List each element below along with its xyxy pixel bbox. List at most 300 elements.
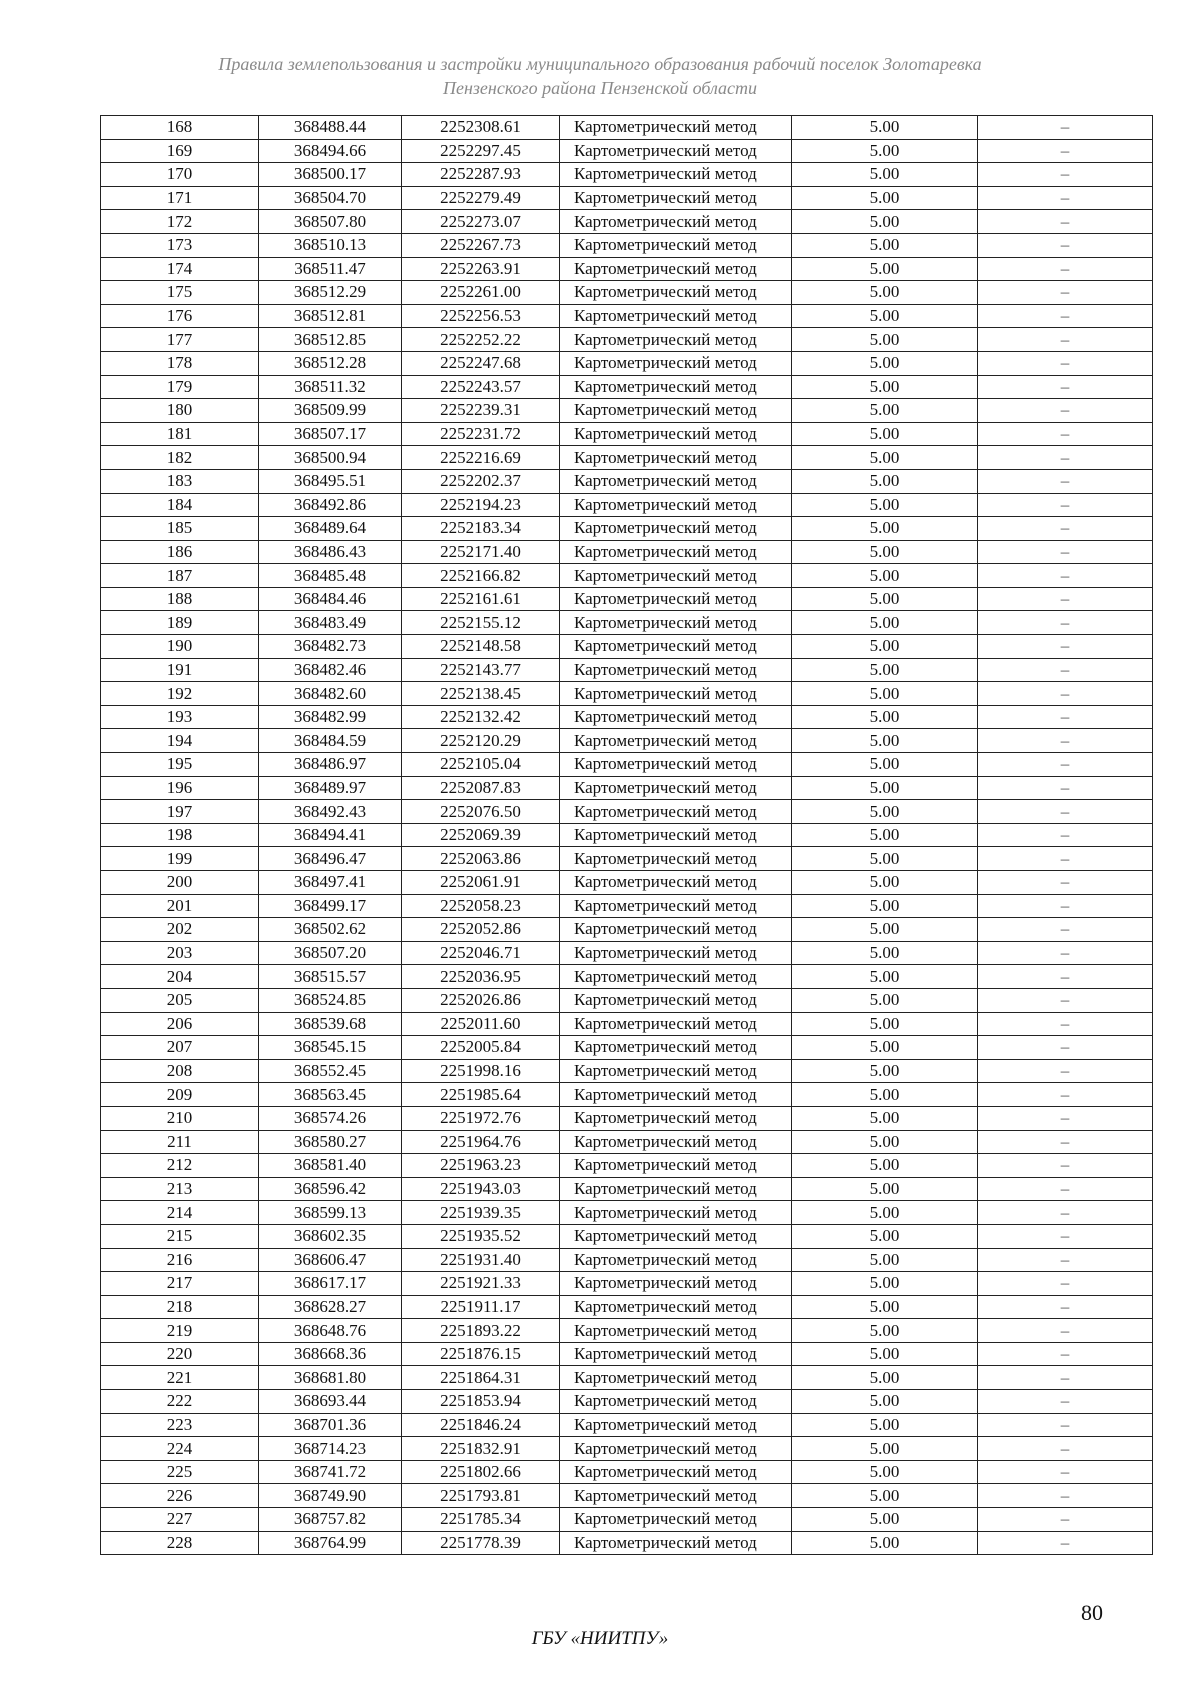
note-cell: – <box>978 965 1153 989</box>
point-number-cell: 202 <box>101 918 259 942</box>
accuracy-cell: 5.00 <box>792 894 978 918</box>
x-coordinate-cell: 368581.40 <box>259 1154 402 1178</box>
method-cell: Картометрический метод <box>560 1036 792 1060</box>
y-coordinate-cell: 2251893.22 <box>402 1319 560 1343</box>
note-cell: – <box>978 1366 1153 1390</box>
note-cell: – <box>978 1319 1153 1343</box>
method-cell: Картометрический метод <box>560 257 792 281</box>
point-number-cell: 198 <box>101 823 259 847</box>
accuracy-cell: 5.00 <box>792 800 978 824</box>
x-coordinate-cell: 368502.62 <box>259 918 402 942</box>
method-cell: Картометрический метод <box>560 965 792 989</box>
x-coordinate-cell: 368510.13 <box>259 233 402 257</box>
table-row <box>101 941 1153 965</box>
method-cell: Картометрический метод <box>560 1154 792 1178</box>
method-cell: Картометрический метод <box>560 1272 792 1296</box>
y-coordinate-cell: 2252148.58 <box>402 635 560 659</box>
x-coordinate-cell: 368628.27 <box>259 1295 402 1319</box>
y-coordinate-cell: 2251785.34 <box>402 1508 560 1532</box>
x-coordinate-cell: 368482.60 <box>259 682 402 706</box>
point-number-cell: 184 <box>101 493 259 517</box>
table-row <box>101 1248 1153 1272</box>
point-number-cell: 228 <box>101 1531 259 1555</box>
table-row <box>101 1106 1153 1130</box>
method-cell: Картометрический метод <box>560 1083 792 1107</box>
x-coordinate-cell: 368693.44 <box>259 1390 402 1414</box>
accuracy-cell: 5.00 <box>792 1295 978 1319</box>
table-row <box>101 1036 1153 1060</box>
y-coordinate-cell: 2252308.61 <box>402 116 560 140</box>
point-number-cell: 192 <box>101 682 259 706</box>
x-coordinate-cell: 368512.29 <box>259 281 402 305</box>
x-coordinate-cell: 368552.45 <box>259 1059 402 1083</box>
y-coordinate-cell: 2251876.15 <box>402 1342 560 1366</box>
x-coordinate-cell: 368648.76 <box>259 1319 402 1343</box>
note-cell: – <box>978 988 1153 1012</box>
point-number-cell: 209 <box>101 1083 259 1107</box>
y-coordinate-cell: 2251985.64 <box>402 1083 560 1107</box>
x-coordinate-cell: 368482.73 <box>259 635 402 659</box>
table-row <box>101 281 1153 305</box>
y-coordinate-cell: 2252155.12 <box>402 611 560 635</box>
y-coordinate-cell: 2252026.86 <box>402 988 560 1012</box>
accuracy-cell: 5.00 <box>792 988 978 1012</box>
table-row <box>101 1484 1153 1508</box>
y-coordinate-cell: 2252120.29 <box>402 729 560 753</box>
table-row <box>101 1224 1153 1248</box>
note-cell: – <box>978 1508 1153 1532</box>
table-row <box>101 564 1153 588</box>
note-cell: – <box>978 823 1153 847</box>
accuracy-cell: 5.00 <box>792 1366 978 1390</box>
accuracy-cell: 5.00 <box>792 328 978 352</box>
accuracy-cell: 5.00 <box>792 1036 978 1060</box>
x-coordinate-cell: 368539.68 <box>259 1012 402 1036</box>
x-coordinate-cell: 368701.36 <box>259 1413 402 1437</box>
accuracy-cell: 5.00 <box>792 871 978 895</box>
y-coordinate-cell: 2251921.33 <box>402 1272 560 1296</box>
x-coordinate-cell: 368574.26 <box>259 1106 402 1130</box>
method-cell: Картометрический метод <box>560 328 792 352</box>
point-number-cell: 195 <box>101 753 259 777</box>
table-row <box>101 1130 1153 1154</box>
table-row <box>101 965 1153 989</box>
accuracy-cell: 5.00 <box>792 517 978 541</box>
note-cell: – <box>978 540 1153 564</box>
note-cell: – <box>978 918 1153 942</box>
point-number-cell: 197 <box>101 800 259 824</box>
method-cell: Картометрический метод <box>560 753 792 777</box>
table-row <box>101 469 1153 493</box>
point-number-cell: 186 <box>101 540 259 564</box>
point-number-cell: 219 <box>101 1319 259 1343</box>
x-coordinate-cell: 368500.94 <box>259 446 402 470</box>
y-coordinate-cell: 2251998.16 <box>402 1059 560 1083</box>
point-number-cell: 212 <box>101 1154 259 1178</box>
method-cell: Картометрический метод <box>560 918 792 942</box>
method-cell: Картометрический метод <box>560 1484 792 1508</box>
x-coordinate-cell: 368486.43 <box>259 540 402 564</box>
x-coordinate-cell: 368494.41 <box>259 823 402 847</box>
table-row <box>101 446 1153 470</box>
accuracy-cell: 5.00 <box>792 1484 978 1508</box>
x-coordinate-cell: 368482.46 <box>259 658 402 682</box>
x-coordinate-cell: 368482.99 <box>259 705 402 729</box>
x-coordinate-cell: 368563.45 <box>259 1083 402 1107</box>
method-cell: Картометрический метод <box>560 988 792 1012</box>
point-number-cell: 218 <box>101 1295 259 1319</box>
point-number-cell: 205 <box>101 988 259 1012</box>
note-cell: – <box>978 1224 1153 1248</box>
table-row <box>101 847 1153 871</box>
note-cell: – <box>978 587 1153 611</box>
y-coordinate-cell: 2251935.52 <box>402 1224 560 1248</box>
point-number-cell: 168 <box>101 116 259 140</box>
method-cell: Картометрический метод <box>560 776 792 800</box>
x-coordinate-cell: 368512.81 <box>259 304 402 328</box>
method-cell: Картометрический метод <box>560 1508 792 1532</box>
table-row <box>101 1272 1153 1296</box>
table-row <box>101 210 1153 234</box>
accuracy-cell: 5.00 <box>792 564 978 588</box>
note-cell: – <box>978 941 1153 965</box>
y-coordinate-cell: 2251943.03 <box>402 1177 560 1201</box>
method-cell: Картометрический метод <box>560 210 792 234</box>
y-coordinate-cell: 2252279.49 <box>402 186 560 210</box>
table-row <box>101 257 1153 281</box>
point-number-cell: 188 <box>101 587 259 611</box>
y-coordinate-cell: 2252239.31 <box>402 399 560 423</box>
note-cell: – <box>978 1106 1153 1130</box>
y-coordinate-cell: 2252183.34 <box>402 517 560 541</box>
x-coordinate-cell: 368764.99 <box>259 1531 402 1555</box>
y-coordinate-cell: 2252287.93 <box>402 163 560 187</box>
table-row <box>101 1531 1153 1555</box>
point-number-cell: 217 <box>101 1272 259 1296</box>
method-cell: Картометрический метод <box>560 871 792 895</box>
x-coordinate-cell: 368602.35 <box>259 1224 402 1248</box>
x-coordinate-cell: 368545.15 <box>259 1036 402 1060</box>
accuracy-cell: 5.00 <box>792 1531 978 1555</box>
table-row <box>101 493 1153 517</box>
accuracy-cell: 5.00 <box>792 233 978 257</box>
point-number-cell: 175 <box>101 281 259 305</box>
accuracy-cell: 5.00 <box>792 139 978 163</box>
note-cell: – <box>978 1437 1153 1461</box>
note-cell: – <box>978 304 1153 328</box>
table-row <box>101 116 1153 140</box>
accuracy-cell: 5.00 <box>792 493 978 517</box>
accuracy-cell: 5.00 <box>792 1437 978 1461</box>
table-row <box>101 139 1153 163</box>
note-cell: – <box>978 1059 1153 1083</box>
note-cell: – <box>978 446 1153 470</box>
accuracy-cell: 5.00 <box>792 540 978 564</box>
table-row <box>101 823 1153 847</box>
note-cell: – <box>978 1272 1153 1296</box>
method-cell: Картометрический метод <box>560 1437 792 1461</box>
x-coordinate-cell: 368489.97 <box>259 776 402 800</box>
note-cell: – <box>978 705 1153 729</box>
header-line-1: Правила землепользования и застройки муниципального образования рабочий поселок Золотаревка <box>218 54 982 74</box>
page-number: 80 <box>1081 1600 1103 1625</box>
y-coordinate-cell: 2252231.72 <box>402 422 560 446</box>
note-cell: – <box>978 729 1153 753</box>
table-row <box>101 729 1153 753</box>
method-cell: Картометрический метод <box>560 635 792 659</box>
x-coordinate-cell: 368512.28 <box>259 351 402 375</box>
note-cell: – <box>978 1130 1153 1154</box>
note-cell: – <box>978 1484 1153 1508</box>
accuracy-cell: 5.00 <box>792 375 978 399</box>
table-row <box>101 705 1153 729</box>
y-coordinate-cell: 2252202.37 <box>402 469 560 493</box>
method-cell: Картометрический метод <box>560 422 792 446</box>
method-cell: Картометрический метод <box>560 1390 792 1414</box>
note-cell: – <box>978 1413 1153 1437</box>
y-coordinate-cell: 2252261.00 <box>402 281 560 305</box>
note-cell: – <box>978 351 1153 375</box>
method-cell: Картометрический метод <box>560 1130 792 1154</box>
point-number-cell: 199 <box>101 847 259 871</box>
method-cell: Картометрический метод <box>560 1201 792 1225</box>
method-cell: Картометрический метод <box>560 847 792 871</box>
y-coordinate-cell: 2251911.17 <box>402 1295 560 1319</box>
x-coordinate-cell: 368500.17 <box>259 163 402 187</box>
table-row <box>101 399 1153 423</box>
x-coordinate-cell: 368499.17 <box>259 894 402 918</box>
method-cell: Картометрический метод <box>560 1224 792 1248</box>
method-cell: Картометрический метод <box>560 1413 792 1437</box>
accuracy-cell: 5.00 <box>792 1012 978 1036</box>
x-coordinate-cell: 368511.47 <box>259 257 402 281</box>
y-coordinate-cell: 2251939.35 <box>402 1201 560 1225</box>
method-cell: Картометрический метод <box>560 1106 792 1130</box>
note-cell: – <box>978 210 1153 234</box>
point-number-cell: 191 <box>101 658 259 682</box>
method-cell: Картометрический метод <box>560 1531 792 1555</box>
x-coordinate-cell: 368507.17 <box>259 422 402 446</box>
accuracy-cell: 5.00 <box>792 1177 978 1201</box>
x-coordinate-cell: 368484.59 <box>259 729 402 753</box>
y-coordinate-cell: 2251853.94 <box>402 1390 560 1414</box>
note-cell: – <box>978 116 1153 140</box>
method-cell: Картометрический метод <box>560 116 792 140</box>
note-cell: – <box>978 163 1153 187</box>
accuracy-cell: 5.00 <box>792 257 978 281</box>
table-row <box>101 635 1153 659</box>
method-cell: Картометрический метод <box>560 564 792 588</box>
table-row <box>101 658 1153 682</box>
accuracy-cell: 5.00 <box>792 1508 978 1532</box>
x-coordinate-cell: 368741.72 <box>259 1460 402 1484</box>
y-coordinate-cell: 2252252.22 <box>402 328 560 352</box>
table-row <box>101 328 1153 352</box>
accuracy-cell: 5.00 <box>792 422 978 446</box>
point-number-cell: 189 <box>101 611 259 635</box>
point-number-cell: 221 <box>101 1366 259 1390</box>
note-cell: – <box>978 776 1153 800</box>
accuracy-cell: 5.00 <box>792 823 978 847</box>
note-cell: – <box>978 682 1153 706</box>
y-coordinate-cell: 2251864.31 <box>402 1366 560 1390</box>
method-cell: Картометрический метод <box>560 800 792 824</box>
y-coordinate-cell: 2252143.77 <box>402 658 560 682</box>
note-cell: – <box>978 1083 1153 1107</box>
note-cell: – <box>978 257 1153 281</box>
table-row <box>101 375 1153 399</box>
note-cell: – <box>978 139 1153 163</box>
x-coordinate-cell: 368495.51 <box>259 469 402 493</box>
y-coordinate-cell: 2252052.86 <box>402 918 560 942</box>
point-number-cell: 171 <box>101 186 259 210</box>
accuracy-cell: 5.00 <box>792 753 978 777</box>
table-row <box>101 1083 1153 1107</box>
point-number-cell: 183 <box>101 469 259 493</box>
y-coordinate-cell: 2252011.60 <box>402 1012 560 1036</box>
accuracy-cell: 5.00 <box>792 399 978 423</box>
point-number-cell: 204 <box>101 965 259 989</box>
table-row <box>101 1319 1153 1343</box>
accuracy-cell: 5.00 <box>792 1201 978 1225</box>
note-cell: – <box>978 564 1153 588</box>
accuracy-cell: 5.00 <box>792 941 978 965</box>
y-coordinate-cell: 2252061.91 <box>402 871 560 895</box>
accuracy-cell: 5.00 <box>792 1319 978 1343</box>
accuracy-cell: 5.00 <box>792 658 978 682</box>
note-cell: – <box>978 1460 1153 1484</box>
y-coordinate-cell: 2252138.45 <box>402 682 560 706</box>
y-coordinate-cell: 2251802.66 <box>402 1460 560 1484</box>
method-cell: Картометрический метод <box>560 163 792 187</box>
table-row <box>101 682 1153 706</box>
y-coordinate-cell: 2252243.57 <box>402 375 560 399</box>
method-cell: Картометрический метод <box>560 1059 792 1083</box>
note-cell: – <box>978 375 1153 399</box>
note-cell: – <box>978 1248 1153 1272</box>
x-coordinate-cell: 368599.13 <box>259 1201 402 1225</box>
accuracy-cell: 5.00 <box>792 587 978 611</box>
note-cell: – <box>978 847 1153 871</box>
x-coordinate-cell: 368484.46 <box>259 587 402 611</box>
y-coordinate-cell: 2252069.39 <box>402 823 560 847</box>
method-cell: Картометрический метод <box>560 1460 792 1484</box>
x-coordinate-cell: 368617.17 <box>259 1272 402 1296</box>
point-number-cell: 196 <box>101 776 259 800</box>
y-coordinate-cell: 2251963.23 <box>402 1154 560 1178</box>
method-cell: Картометрический метод <box>560 705 792 729</box>
table-row <box>101 1342 1153 1366</box>
point-number-cell: 203 <box>101 941 259 965</box>
note-cell: – <box>978 517 1153 541</box>
method-cell: Картометрический метод <box>560 1248 792 1272</box>
y-coordinate-cell: 2252063.86 <box>402 847 560 871</box>
x-coordinate-cell: 368512.85 <box>259 328 402 352</box>
table-row <box>101 587 1153 611</box>
x-coordinate-cell: 368606.47 <box>259 1248 402 1272</box>
y-coordinate-cell: 2252247.68 <box>402 351 560 375</box>
point-number-cell: 177 <box>101 328 259 352</box>
accuracy-cell: 5.00 <box>792 1224 978 1248</box>
point-number-cell: 226 <box>101 1484 259 1508</box>
point-number-cell: 174 <box>101 257 259 281</box>
note-cell: – <box>978 1342 1153 1366</box>
point-number-cell: 181 <box>101 422 259 446</box>
point-number-cell: 213 <box>101 1177 259 1201</box>
table-row <box>101 988 1153 1012</box>
accuracy-cell: 5.00 <box>792 1059 978 1083</box>
accuracy-cell: 5.00 <box>792 1390 978 1414</box>
method-cell: Картометрический метод <box>560 351 792 375</box>
note-cell: – <box>978 328 1153 352</box>
method-cell: Картометрический метод <box>560 611 792 635</box>
table-row <box>101 871 1153 895</box>
accuracy-cell: 5.00 <box>792 351 978 375</box>
point-number-cell: 206 <box>101 1012 259 1036</box>
point-number-cell: 215 <box>101 1224 259 1248</box>
y-coordinate-cell: 2252216.69 <box>402 446 560 470</box>
y-coordinate-cell: 2252046.71 <box>402 941 560 965</box>
method-cell: Картометрический метод <box>560 233 792 257</box>
table-row <box>101 1012 1153 1036</box>
accuracy-cell: 5.00 <box>792 116 978 140</box>
table-row <box>101 422 1153 446</box>
accuracy-cell: 5.00 <box>792 446 978 470</box>
point-number-cell: 220 <box>101 1342 259 1366</box>
method-cell: Картометрический метод <box>560 1319 792 1343</box>
accuracy-cell: 5.00 <box>792 635 978 659</box>
x-coordinate-cell: 368749.90 <box>259 1484 402 1508</box>
note-cell: – <box>978 1531 1153 1555</box>
table-row <box>101 163 1153 187</box>
x-coordinate-cell: 368485.48 <box>259 564 402 588</box>
y-coordinate-cell: 2251846.24 <box>402 1413 560 1437</box>
method-cell: Картометрический метод <box>560 186 792 210</box>
point-number-cell: 194 <box>101 729 259 753</box>
method-cell: Картометрический метод <box>560 281 792 305</box>
y-coordinate-cell: 2252005.84 <box>402 1036 560 1060</box>
y-coordinate-cell: 2252256.53 <box>402 304 560 328</box>
point-number-cell: 224 <box>101 1437 259 1461</box>
accuracy-cell: 5.00 <box>792 1413 978 1437</box>
accuracy-cell: 5.00 <box>792 1248 978 1272</box>
y-coordinate-cell: 2252263.91 <box>402 257 560 281</box>
x-coordinate-cell: 368486.97 <box>259 753 402 777</box>
y-coordinate-cell: 2252273.07 <box>402 210 560 234</box>
table-row <box>101 1177 1153 1201</box>
method-cell: Картометрический метод <box>560 446 792 470</box>
method-cell: Картометрический метод <box>560 587 792 611</box>
point-number-cell: 172 <box>101 210 259 234</box>
accuracy-cell: 5.00 <box>792 729 978 753</box>
x-coordinate-cell: 368492.86 <box>259 493 402 517</box>
table-row <box>101 1201 1153 1225</box>
accuracy-cell: 5.00 <box>792 163 978 187</box>
document-header <box>0 52 1200 100</box>
point-number-cell: 200 <box>101 871 259 895</box>
method-cell: Картометрический метод <box>560 304 792 328</box>
point-number-cell: 211 <box>101 1130 259 1154</box>
method-cell: Картометрический метод <box>560 517 792 541</box>
y-coordinate-cell: 2252036.95 <box>402 965 560 989</box>
accuracy-cell: 5.00 <box>792 210 978 234</box>
y-coordinate-cell: 2251778.39 <box>402 1531 560 1555</box>
x-coordinate-cell: 368511.32 <box>259 375 402 399</box>
y-coordinate-cell: 2252267.73 <box>402 233 560 257</box>
accuracy-cell: 5.00 <box>792 1272 978 1296</box>
table-row <box>101 1295 1153 1319</box>
x-coordinate-cell: 368492.43 <box>259 800 402 824</box>
